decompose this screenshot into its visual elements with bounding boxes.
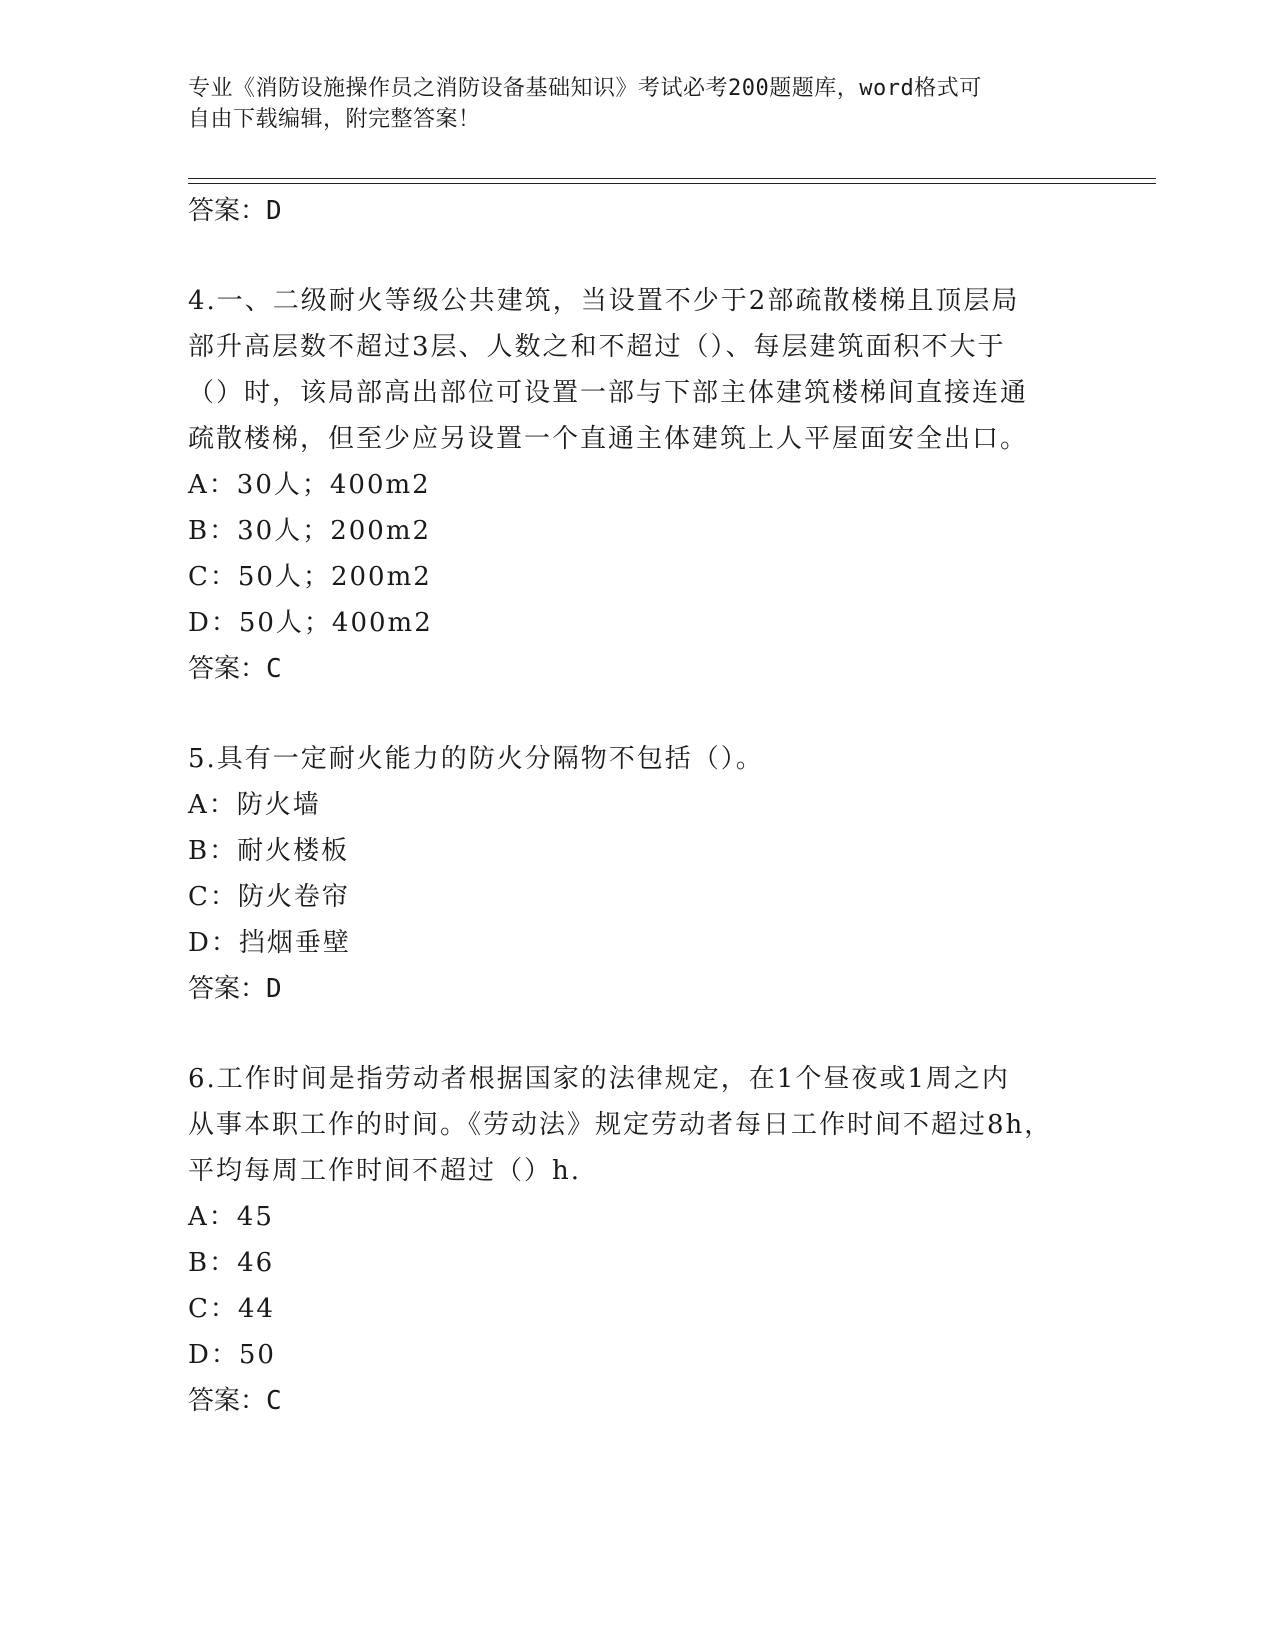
question-text	[188, 736, 1108, 782]
question-line: 平均每周工作时间不超过（）h.	[188, 1156, 582, 1186]
option-c: C：44	[188, 1294, 275, 1324]
spacer	[188, 1012, 1108, 1056]
answer-label: 答案：D	[188, 974, 282, 1004]
answer-label: 答案：C	[188, 654, 282, 684]
option-b: B：46	[188, 1248, 275, 1278]
header-line-2: 自由下载编辑，附完整答案！	[188, 107, 481, 132]
spacer	[188, 692, 1108, 736]
header-divider-top	[188, 178, 1156, 179]
question-text	[188, 1056, 1108, 1194]
option-a: A：45	[188, 1202, 274, 1232]
option-d: D：挡烟垂壁	[188, 928, 351, 958]
question-line: 4.一、二级耐火等级公共建筑，当设置不少于2部疏散楼梯且顶层局	[188, 286, 1020, 316]
option-b: B：30人；200m2	[188, 516, 432, 546]
option-b: B：耐火楼板	[188, 836, 350, 866]
question-block	[188, 736, 1108, 1012]
question-line: 部升高层数不超过3层、人数之和不超过（）、每层建筑面积不大于	[188, 332, 1006, 362]
header-line-1: 专业《消防设施操作员之消防设备基础知识》考试必考200题题库，word格式可	[188, 76, 982, 101]
question-line: 5.具有一定耐火能力的防火分隔物不包括（）。	[188, 744, 764, 774]
question-line: 从事本职工作的时间。《劳动法》规定劳动者每日工作时间不超过8h，	[188, 1110, 1053, 1140]
question-line: 6.工作时间是指劳动者根据国家的法律规定，在1个昼夜或1周之内	[188, 1064, 1010, 1094]
option-d: D：50	[188, 1340, 276, 1370]
option-a: A：防火墙	[188, 790, 321, 820]
header-divider-bottom	[188, 183, 1156, 184]
spacer	[188, 234, 1108, 278]
option-c: C：防火卷帘	[188, 882, 350, 912]
document-body	[188, 188, 1108, 1424]
question-line: （）时，该局部高出部位可设置一部与下部主体建筑楼梯间直接连通	[188, 378, 1029, 408]
option-d: D：50人；400m2	[188, 608, 433, 638]
question-block	[188, 1056, 1108, 1424]
option-c: C：50人；200m2	[188, 562, 432, 592]
question-block	[188, 278, 1108, 692]
question-text	[188, 278, 1108, 462]
document-header	[188, 73, 1088, 135]
answer-label: 答案：C	[188, 1386, 282, 1416]
option-a: A：30人；400m2	[188, 470, 431, 500]
answer-label: 答案：D	[188, 196, 282, 226]
question-line: 疏散楼梯，但至少应另设置一个直通主体建筑上人平屋面安全出口。	[188, 424, 1029, 454]
